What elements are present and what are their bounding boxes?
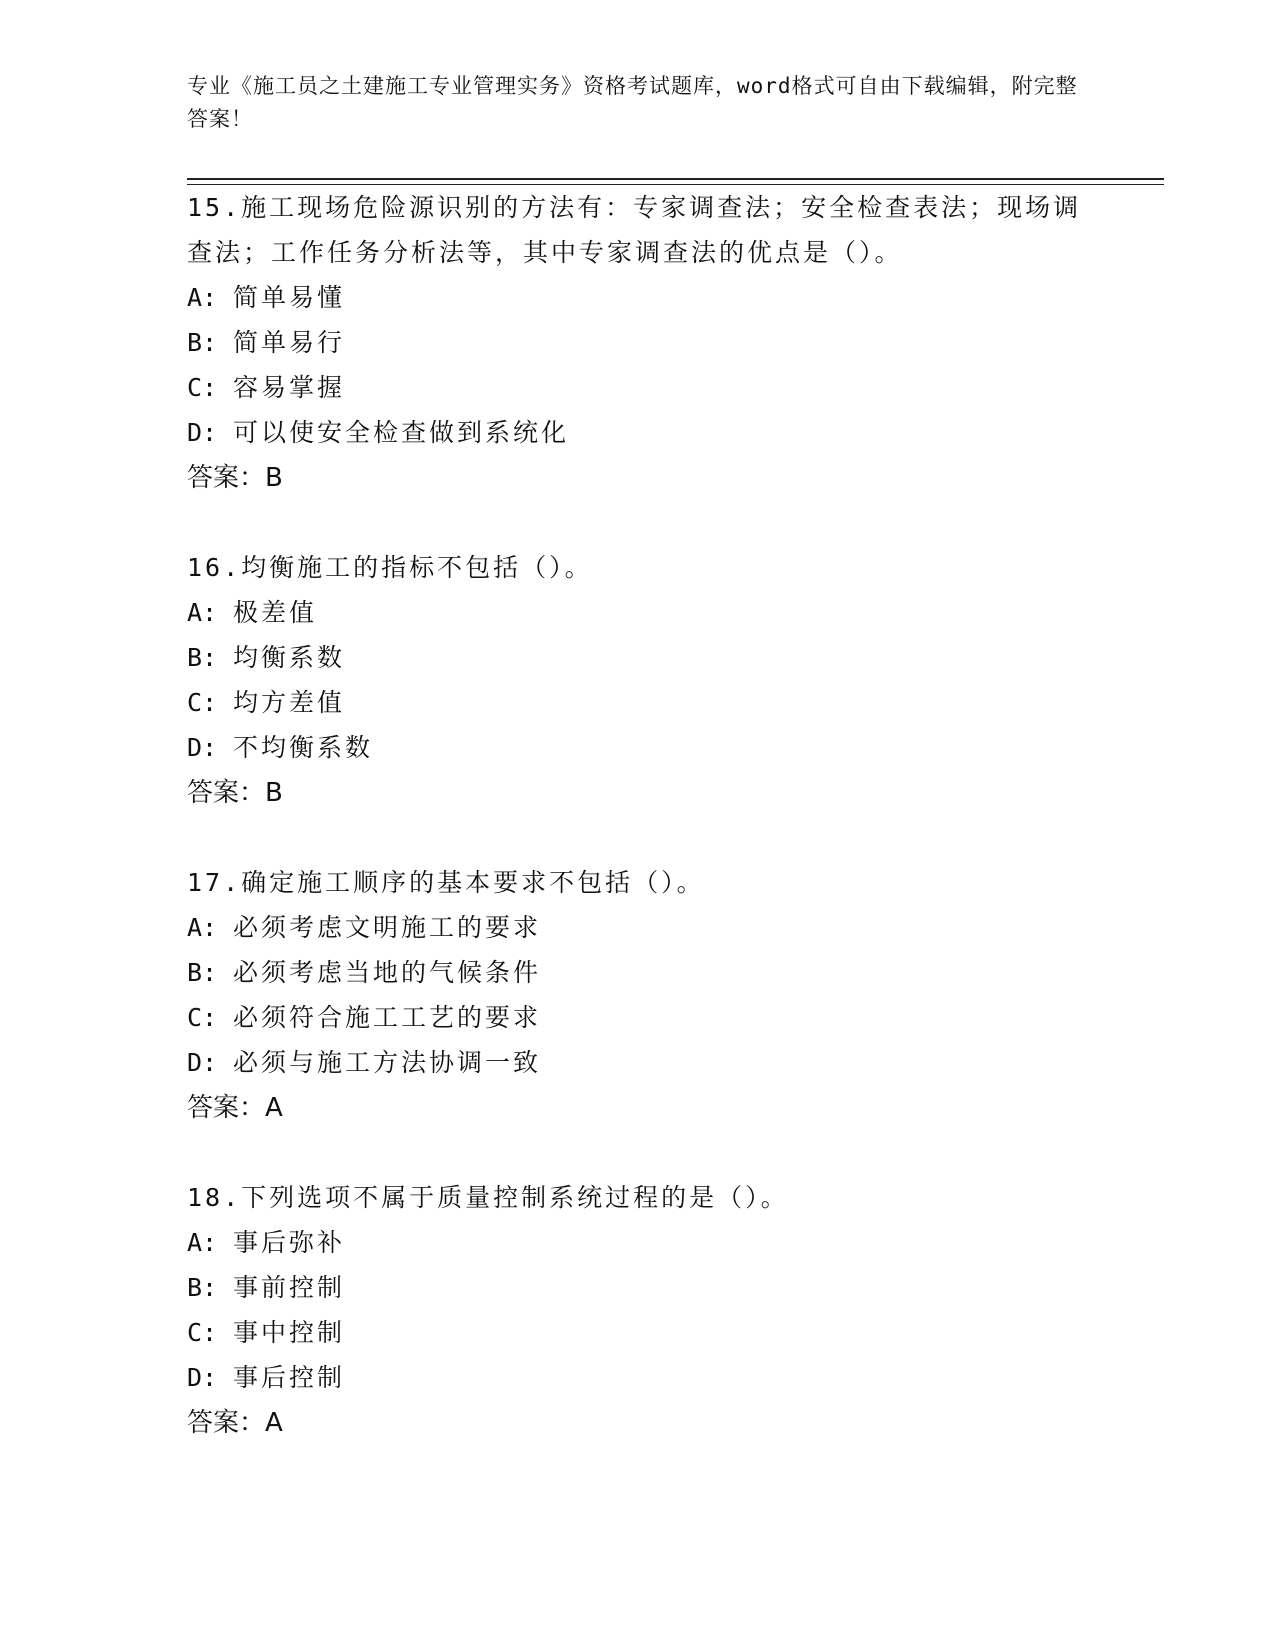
- option-b: [187, 635, 1087, 680]
- option-text: 可以使安全检查做到系统化: [233, 418, 570, 447]
- answer-line: 答案：A: [187, 1093, 283, 1123]
- option-letter: C:: [187, 688, 218, 717]
- option-a: [187, 905, 1087, 950]
- option-letter: A:: [187, 598, 218, 627]
- header-rule-thick: [187, 178, 1164, 180]
- option-letter: B:: [187, 328, 218, 357]
- option-a: [187, 275, 1087, 320]
- option-b: [187, 950, 1087, 995]
- option-text: 必须考虑文明施工的要求: [233, 913, 542, 942]
- option-text: 必须符合施工工艺的要求: [233, 1003, 542, 1032]
- question-18: [187, 1175, 1087, 1446]
- option-c: [187, 1310, 1087, 1355]
- option-text: 事中控制: [233, 1318, 346, 1347]
- option-letter: A:: [187, 283, 218, 312]
- document-header: 专业《施工员之土建施工专业管理实务》资格考试题库，word格式可自由下载编辑，附完整答案！: [187, 74, 1078, 131]
- option-letter: A:: [187, 1228, 218, 1257]
- question-stem: 15.施工现场危险源识别的方法有：专家调查法；安全检查表法；现场调查法；工作任务分析法等，其中专家调查法的优点是（）。: [187, 193, 1082, 267]
- option-letter: C:: [187, 1318, 218, 1347]
- option-letter: D:: [187, 1048, 218, 1077]
- answer-line: 答案：B: [187, 778, 283, 808]
- option-letter: A:: [187, 913, 218, 942]
- option-text: 简单易行: [233, 328, 346, 357]
- question-16: [187, 545, 1087, 816]
- option-b: [187, 320, 1087, 365]
- option-a: [187, 1220, 1087, 1265]
- option-text: 必须考虑当地的气候条件: [233, 958, 542, 987]
- option-b: [187, 1265, 1087, 1310]
- option-text: 均衡系数: [233, 643, 346, 672]
- question-stem: 18.下列选项不属于质量控制系统过程的是（）。: [187, 1183, 789, 1212]
- option-text: 均方差值: [233, 688, 346, 717]
- question-stem: 16.均衡施工的指标不包括（）。: [187, 553, 593, 582]
- option-letter: D:: [187, 733, 218, 762]
- option-letter: D:: [187, 1363, 218, 1392]
- question-stem: 17.确定施工顺序的基本要求不包括（）。: [187, 868, 705, 897]
- option-text: 极差值: [233, 598, 318, 627]
- option-letter: C:: [187, 1003, 218, 1032]
- option-d: [187, 1040, 1087, 1085]
- option-c: [187, 995, 1087, 1040]
- option-text: 简单易懂: [233, 283, 346, 312]
- option-d: [187, 410, 1087, 455]
- question-15: [187, 185, 1087, 501]
- option-letter: B:: [187, 1273, 218, 1302]
- option-letter: B:: [187, 958, 218, 987]
- option-d: [187, 725, 1087, 770]
- option-letter: B:: [187, 643, 218, 672]
- option-text: 事前控制: [233, 1273, 346, 1302]
- answer-line: 答案：B: [187, 463, 283, 493]
- option-a: [187, 590, 1087, 635]
- option-text: 不均衡系数: [233, 733, 374, 762]
- option-letter: D:: [187, 418, 218, 447]
- option-text: 事后弥补: [233, 1228, 346, 1257]
- option-c: [187, 680, 1087, 725]
- question-17: [187, 860, 1087, 1131]
- option-d: [187, 1355, 1087, 1400]
- option-text: 事后控制: [233, 1363, 346, 1392]
- option-c: [187, 365, 1087, 410]
- answer-line: 答案：A: [187, 1408, 283, 1438]
- option-text: 必须与施工方法协调一致: [233, 1048, 542, 1077]
- option-letter: C:: [187, 373, 218, 402]
- option-text: 容易掌握: [233, 373, 346, 402]
